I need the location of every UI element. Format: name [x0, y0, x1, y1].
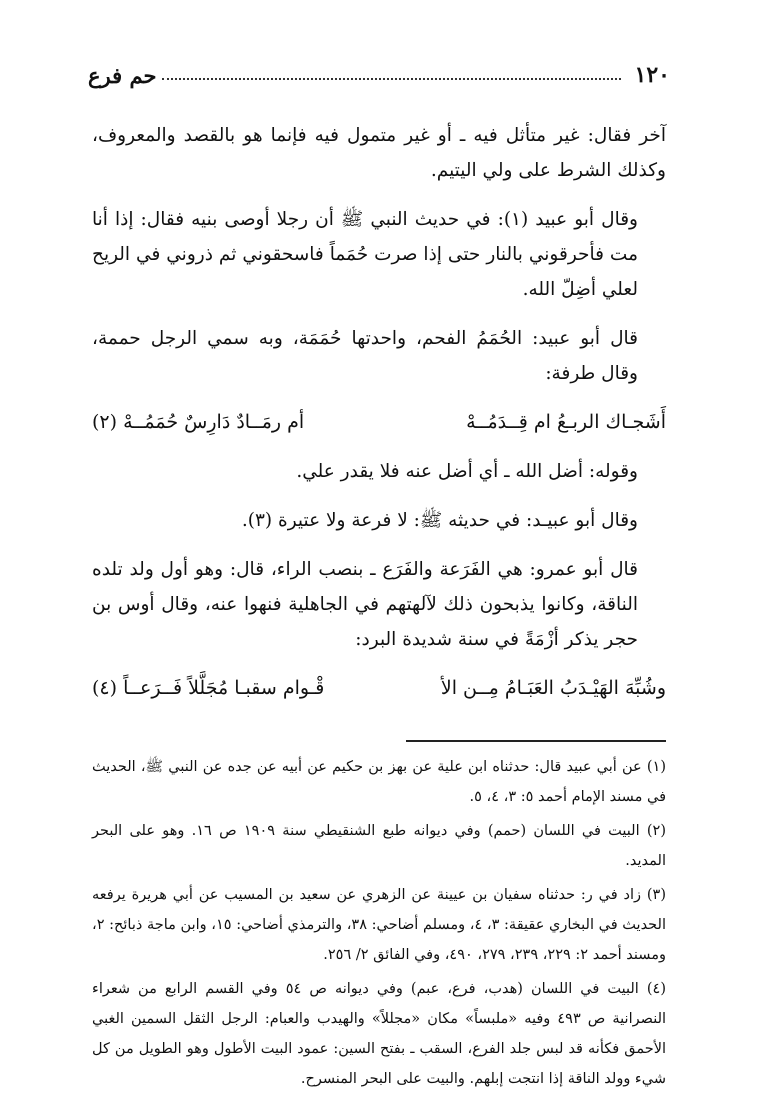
footnote-separator [406, 740, 666, 742]
paragraph-6: قال أبو عمرو: هي الفَرَعة والفَرَع ـ بنصب الراء، قال: وهو أول ولد تلده الناقة، وكانوا يذبحون ذلك لآلهتهم في الجاهلية فنهوا عنه، وقال أوس بن حجر يذكر أزْمَةً في سنة شديدة البرد: [92, 559, 638, 650]
main-text [92, 118, 666, 720]
footnote-2: (٢) البيت في اللسان (حمم) وفي ديوانه طبع الشنقيطي سنة ١٩٠٩ ص ١٦. وهو على البحر المديد. [92, 823, 667, 869]
paragraph-1: آخر فقال: غير متأثل فيه ـ أو غير متمول فيه فإنما هو بالقصد والمعروف، وكذلك الشرط على ولي اليتيم. [92, 125, 666, 181]
paragraph-5: وقال أبو عبيـد: في حديثه ﷺ: لا فرعة ولا عتيرة (٣). [241, 510, 638, 531]
paragraph-2: وقال أبو عبيد (١): في حديث النبي ﷺ أن رجلا أوصى بنيه فقال: إذا أنا مت فأحرقوني بالنار حتى إذا صرت حُمَماً فاسحقوني ثم ذروني في الريح لعلي أضِلّ الله. [92, 209, 638, 300]
header-dotted-rule [162, 78, 620, 80]
verse-1-first-hemistich: أَشَجـاك الربـعُ ام قِــدَمُــهْ [466, 411, 666, 433]
footnotes [92, 752, 666, 1098]
verse-tarafa [92, 405, 666, 440]
running-title: حم فرع [88, 62, 157, 88]
verse-1-second-hemistich: أم رمَــادٌ دَارِسٌ حُمَمُــهْ (٢) [92, 411, 305, 433]
verse-aws [92, 671, 666, 706]
footnote-4: (٤) البيت في اللسان (هدب، فرع، عبم) وفي ديوانه ص ٥٤ وفي القسم الرابع من شعراء النصرانية ص ٤٩٣ وفيه «ملبساً» مكان «مجللاً» والهيدب والعبام: الرجل الثقل السمين الغبي الأحمق فكأنه قد لبس جلد الفرع، السقب ـ بفتح السين: عمود البيت الأطول وهو الطويل من كل شيء وولد الناقة إذا انتجت إبلهم. والبيت على البحر المنسرح. [92, 981, 667, 1087]
footnote-3: (٣) زاد في ر: حدثناه سفيان بن عيينة عن الزهري عن سعيد بن المسيب عن أبي هريرة يرفعه الحديث في البخاري عقيقة: ٣، ٤، ومسلم أضاحي: ٣٨، والترمذي أضاحي: ١٥، وابن ماجة ذبائح: ٢، ومسند أحمد ٢: ٢٢٩، ٢٣٩، ٢٧٩، ٤٩٠، وفي الفائق ٢/ ٢٥٦. [92, 887, 666, 963]
paragraph-3: قال أبو عبيد: الحُمَمُ الفحم، واحدتها حُمَمَة، وبه سمي الرجل حممة، وقال طرفة: [92, 328, 638, 384]
verse-2-second-hemistich: قْـوام سقبـا مُجَلَّلاً فَــرَعــاً (٤) [92, 677, 325, 699]
paragraph-4: وقوله: أضل الله ـ أي أضل عنه فلا يقدر علي. [296, 461, 638, 482]
verse-2-first-hemistich: وشُبِّهَ الهَيْـدَبُ العَبَـامُ مِــن الأ [440, 677, 666, 699]
footnote-1: (١) عن أبي عبيد قال: حدثناه ابن علية عن بهز بن حكيم عن أبيه عن جده عن النبي ﷺ، الحديث في مسند الإمام أحمد ٥: ٣، ٤، ٥. [92, 759, 666, 805]
page-number: ١٢٠ [634, 62, 670, 88]
page-header [88, 60, 670, 90]
